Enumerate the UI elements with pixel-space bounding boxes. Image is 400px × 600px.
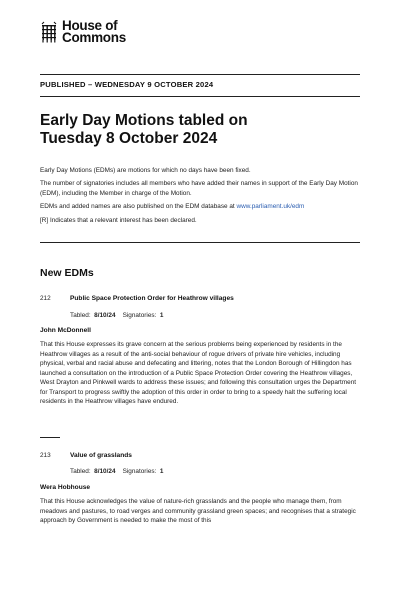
- intro-paragraph-3-text: EDMs and added names are also published on the EDM database at: [40, 203, 237, 211]
- section-heading: New EDMs: [40, 267, 94, 279]
- tabled-date: 8/10/24: [94, 312, 116, 319]
- top-divider: [40, 74, 360, 75]
- edm-title: Public Space Protection Order for Heathrow villages: [70, 295, 234, 302]
- published-date: PUBLISHED – WEDNESDAY 9 OCTOBER 2024: [40, 80, 214, 89]
- edm-number: 212: [40, 295, 51, 302]
- edm-meta: [70, 312, 163, 319]
- edm-text: That this House acknowledges the value of nature-rich grasslands and the people who manage them, from meadows and pastures, to road verges and community grassland green spaces; and recognises that a strategic approach by Government is needed to make the most of this: [40, 498, 356, 524]
- intro-divider: [40, 242, 360, 243]
- tabled-label: Tabled:: [70, 468, 91, 475]
- house-of-commons-logo: [40, 20, 126, 44]
- intro-paragraph-3: [40, 202, 360, 212]
- title-line-2: Tuesday 8 October 2024: [40, 130, 218, 147]
- portcullis-icon: [40, 21, 58, 43]
- page-title: [40, 112, 360, 148]
- edm-member: Wera Hobhouse: [40, 484, 91, 491]
- signatories-label: Signatories:: [122, 468, 157, 475]
- title-line-1: Early Day Motions tabled on: [40, 112, 248, 129]
- signatories-label: Signatories:: [122, 312, 157, 319]
- signatories-count: 1: [159, 468, 164, 475]
- intro-paragraph-1: Early Day Motions (EDMs) are motions for which no days have been fixed.: [40, 167, 251, 174]
- intro-paragraph-2: The number of signatories includes all members who have added their names in support of the Early Day Motion (EDM), including the Member in charge of the Motion.: [40, 180, 358, 197]
- edm-separator: [40, 437, 60, 438]
- edm-number: 213: [40, 452, 51, 459]
- logo-line-1: House of: [62, 18, 118, 33]
- tabled-date: 8/10/24: [94, 468, 116, 475]
- intro-paragraph-4: [R] Indicates that a relevant interest has been declared.: [40, 216, 197, 224]
- edm-database-link[interactable]: www.parliament.uk/edm: [236, 203, 305, 211]
- intro-text: [40, 166, 360, 229]
- logo-line-2: Commons: [62, 30, 126, 45]
- published-divider: [40, 96, 360, 97]
- edm-member: John McDonnell: [40, 327, 91, 334]
- signatories-count: 1: [159, 312, 164, 319]
- tabled-label: Tabled:: [70, 312, 91, 319]
- edm-title: Value of grasslands: [70, 452, 132, 459]
- edm-text: That this House expresses its grave concern at the serious problems being experienced by residents in the Heathrow villages as a result of the anti-social behaviour of rogue drivers of private hire vehicles, including physical, verbal and racial abuse and defecating and littering, notes that the London Borough of Hillingdon has launched a consultation on the introduction of a Public Space Protection Order covering the Heathrow villages, West Drayton and Pinkwell wards to address these issues; and following this consultation urges the Department for Transport to progress swiftly the adoption of this order in order to bring to a speedy halt the suffering local residents in the Heathrow villages have endured.: [40, 341, 357, 405]
- logo-text: [62, 20, 126, 44]
- edm-meta: [70, 468, 163, 475]
